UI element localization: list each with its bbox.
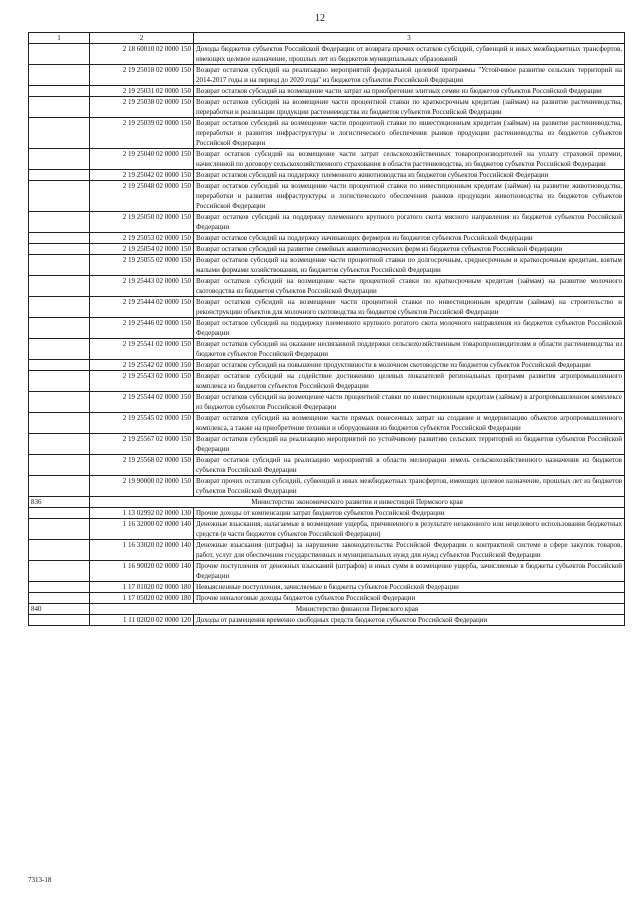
table-row [29, 476, 625, 497]
administrator-cell [29, 170, 90, 181]
description-cell: Возврат прочих остатков субсидий, субвенций и иных межбюджетных трансфертов, имеющих целевое назначение, прошлых лет из бюджетов субъектов Российской Федерации [194, 476, 625, 497]
table-row [29, 233, 625, 244]
page-number: 12 [315, 13, 325, 24]
administrator-row [29, 604, 625, 615]
budget-code-cell: 2 19 25446 02 0000 150 [90, 318, 194, 339]
description-cell: Возврат остатков субсидий на возмещение части процентной ставки по долгосрочным, среднесрочным и краткосрочным кредитам, взятым малыми формами хозяйствования, из бюджетов субъектов Российской Федерации [194, 255, 625, 276]
description-cell: Возврат остатков субсидий на возмещение части процентной ставки по краткосрочным кредитам (займам) на развитие молочного скотоводства из бюджетов субъектов Российской Федерации [194, 276, 625, 297]
table-row [29, 170, 625, 181]
budget-code-cell: 2 19 25568 02 0000 150 [90, 455, 194, 476]
administrator-name: Министерство экономического развития и инвестиций Пермского края [90, 497, 625, 508]
description-cell: Возврат остатков субсидий на реализацию мероприятий федеральной целевой программы "Устойчивое развитие сельских территорий на 2014-2017 годы и на период до 2020 года" из бюджетов субъектов Российской Федерации [194, 65, 625, 86]
administrator-cell [29, 371, 90, 392]
table-row [29, 561, 625, 582]
table-row [29, 434, 625, 455]
table-row [29, 392, 625, 413]
budget-code-cell: 1 13 02992 02 0000 130 [90, 508, 194, 519]
administrator-cell [29, 97, 90, 118]
table-row [29, 318, 625, 339]
budget-code-cell: 2 19 25443 02 0000 150 [90, 276, 194, 297]
budget-code-cell: 2 19 25031 02 0000 150 [90, 86, 194, 97]
table-row [29, 118, 625, 149]
table-row [29, 508, 625, 519]
budget-code-cell: 1 17 01020 02 0000 180 [90, 582, 194, 593]
budget-code-cell: 2 19 25545 02 0000 150 [90, 413, 194, 434]
table-row [29, 413, 625, 434]
budget-code-cell: 2 19 25048 02 0000 150 [90, 181, 194, 212]
table-row [29, 212, 625, 233]
administrator-cell [29, 593, 90, 604]
table-header-row [29, 33, 625, 44]
budget-code-cell: 2 19 25040 02 0000 150 [90, 149, 194, 170]
table-row [29, 65, 625, 86]
administrator-cell [29, 297, 90, 318]
administrator-code: 836 [29, 497, 90, 508]
table-row [29, 97, 625, 118]
header-col-2: 2 [90, 33, 194, 44]
description-cell: Денежные взыскания, налагаемые в возмещение ущерба, причиненного в результате незаконного или нецелевого использования бюджетных средств (в части бюджетов субъектов Российской Федерации) [194, 519, 625, 540]
header-col-1: 1 [29, 33, 90, 44]
table-row [29, 255, 625, 276]
description-cell: Возврат остатков субсидий на возмещение части затрат сельскохозяйственных товаропроизводителей на уплату страховой премии, начисленной по договору сельскохозяйственного страхования в области растениеводства, из бюджетов субъектов Российской Федерации [194, 149, 625, 170]
table-row [29, 540, 625, 561]
budget-code-cell: 2 19 25018 02 0000 150 [90, 65, 194, 86]
budget-code-cell: 2 19 25543 02 0000 150 [90, 371, 194, 392]
administrator-cell [29, 276, 90, 297]
budget-code-cell: 2 19 25541 02 0000 150 [90, 339, 194, 360]
description-cell: Возврат остатков субсидий на развитие семейных животноводческих ферм из бюджетов субъектов Российской Федерации [194, 244, 625, 255]
budget-code-cell: 2 19 25050 02 0000 150 [90, 212, 194, 233]
table-row [29, 244, 625, 255]
budget-code-cell: 1 16 32000 02 0000 140 [90, 519, 194, 540]
table-row [29, 582, 625, 593]
table-row [29, 86, 625, 97]
budget-code-cell: 2 19 25053 02 0000 150 [90, 233, 194, 244]
budget-code-cell: 2 19 25444 02 0000 150 [90, 297, 194, 318]
administrator-cell [29, 476, 90, 497]
description-cell: Прочие неналоговые доходы бюджетов субъектов Российской Федерации [194, 593, 625, 604]
administrator-cell [29, 519, 90, 540]
administrator-cell [29, 455, 90, 476]
description-cell: Возврат остатков субсидий на возмещение части прямых понесенных затрат на создание и модернизацию объектов агропромышленного комплекса, а также на приобретение техники и оборудования из бюджетов субъектов Российской Федерации [194, 413, 625, 434]
administrator-cell [29, 413, 90, 434]
administrator-name: Министерство финансов Пермского края [90, 604, 625, 615]
description-cell: Возврат остатков субсидий на повышение продуктивности в молочном скотоводстве из бюджетов субъектов Российской Федерации [194, 360, 625, 371]
administrator-cell [29, 44, 90, 65]
administrator-cell [29, 244, 90, 255]
header-col-3: 3 [194, 33, 625, 44]
administrator-cell [29, 360, 90, 371]
administrator-cell [29, 392, 90, 413]
administrator-cell [29, 508, 90, 519]
administrator-cell [29, 582, 90, 593]
budget-code-cell: 1 16 90020 02 0000 140 [90, 561, 194, 582]
description-cell: Невыясненные поступления, зачисляемые в бюджеты субъектов Российской Федерации [194, 582, 625, 593]
budget-code-cell: 1 16 33020 02 0000 140 [90, 540, 194, 561]
budget-code-cell: 2 19 25542 02 0000 150 [90, 360, 194, 371]
table-row [29, 297, 625, 318]
description-cell: Возврат остатков субсидий на возмещение части процентной ставки по инвестиционным кредитам (займам) на развитие растениеводства, переработки и развития инфраструктуры и логистического обеспечения рынков продукции растениеводства из бюджетов субъектов Российской Федерации [194, 118, 625, 149]
table-row [29, 593, 625, 604]
table-row [29, 339, 625, 360]
table-row [29, 455, 625, 476]
administrator-cell [29, 540, 90, 561]
administrator-cell [29, 339, 90, 360]
description-cell: Прочие поступления от денежных взысканий (штрафов) и иных сумм в возмещение ущерба, зачисляемые в бюджеты субъектов Российской Федерации [194, 561, 625, 582]
administrator-cell [29, 434, 90, 455]
description-cell: Возврат остатков субсидий на поддержку племенного животноводства из бюджетов субъектов Российской Федерации [194, 170, 625, 181]
description-cell: Возврат остатков субсидий на возмещение части процентной ставки по инвестиционным кредитам (займам) в агропромышленном комплексе из бюджетов субъектов Российской Федерации [194, 392, 625, 413]
administrator-cell [29, 615, 90, 626]
budget-code-cell: 2 19 25055 02 0000 150 [90, 255, 194, 276]
budget-code-cell: 2 18 60010 02 0000 150 [90, 44, 194, 65]
table-row [29, 44, 625, 65]
description-cell: Возврат остатков субсидий на возмещение части процентной ставки по инвестиционным кредитам (займам) на развитие животноводства, переработки и развития инфраструктуры и логистического обеспечения рынков продукции животноводства из бюджетов субъектов Российской Федерации [194, 181, 625, 212]
budget-code-cell: 2 19 90000 02 0000 150 [90, 476, 194, 497]
budget-code-cell: 2 19 25038 02 0000 150 [90, 97, 194, 118]
budget-code-cell: 2 19 25544 02 0000 150 [90, 392, 194, 413]
administrator-code: 840 [29, 604, 90, 615]
description-cell: Возврат остатков субсидий на реализацию мероприятий по устойчивому развитию сельских территорий из бюджетов субъектов Российской Федерации [194, 434, 625, 455]
administrator-cell [29, 212, 90, 233]
footer-mark: 7313-18 [28, 876, 52, 884]
description-cell: Денежные взыскания (штрафы) за нарушение законодательства Российской Федерации о контрактной системе в сфере закупок товаров, работ, услуг для обеспечения государственных и муниципальных нужд для нужд субъектов Российской Федерации [194, 540, 625, 561]
description-cell: Прочие доходы от компенсации затрат бюджетов субъектов Российской Федерации [194, 508, 625, 519]
budget-code-cell: 2 19 25054 02 0000 150 [90, 244, 194, 255]
administrator-cell [29, 118, 90, 149]
description-cell: Доходы бюджетов субъектов Российской Федерации от возврата прочих остатков субсидий, субвенций и иных межбюджетных трансфертов, имеющих целевое назначение, прошлых лет из бюджетов муниципальных образований [194, 44, 625, 65]
description-cell: Возврат остатков субсидий на оказание несвязанной поддержки сельскохозяйственным товаропроизводителям в области растениеводства из бюджетов субъектов Российской Федерации [194, 339, 625, 360]
table-row [29, 181, 625, 212]
table-body [29, 33, 625, 626]
description-cell: Доходы от размещения временно свободных средств бюджетов субъектов Российской Федерации [194, 615, 625, 626]
description-cell: Возврат остатков субсидий на возмещение части затрат на приобретение элитных семян из бюджетов субъектов Российской Федерации [194, 86, 625, 97]
description-cell: Возврат остатков субсидий на содействие достижению целевых показателей региональных программ развития агропромышленного комплекса из бюджетов субъектов Российской Федерации [194, 371, 625, 392]
description-cell: Возврат остатков субсидий на поддержку племенного крупного рогатого скота мясного направления из бюджетов субъектов Российской Федерации [194, 212, 625, 233]
administrator-cell [29, 149, 90, 170]
administrator-cell [29, 181, 90, 212]
table-row [29, 149, 625, 170]
description-cell: Возврат остатков субсидий на возмещение части процентной ставки по краткосрочным кредитам (займам) на развитие растениеводства, переработки и реализации продукции растениеводства из бюджетов субъектов Российской Федерации [194, 97, 625, 118]
table-row [29, 360, 625, 371]
description-cell: Возврат остатков субсидий на возмещение части процентной ставки по инвестиционным кредитам (займам) на строительство и реконструкцию объектов для молочного скотоводства из бюджетов субъектов Российской Федерации [194, 297, 625, 318]
description-cell: Возврат остатков субсидий на поддержку племенного крупного рогатого скота молочного направления из бюджетов субъектов Российской Федерации [194, 318, 625, 339]
table-row [29, 615, 625, 626]
table-row [29, 519, 625, 540]
budget-code-cell: 1 17 05020 02 0000 180 [90, 593, 194, 604]
table-row [29, 276, 625, 297]
table-row [29, 371, 625, 392]
budget-code-cell: 2 19 25039 02 0000 150 [90, 118, 194, 149]
budget-code-cell: 2 19 25042 02 0000 150 [90, 170, 194, 181]
administrator-cell [29, 255, 90, 276]
budget-code-cell: 2 19 25567 02 0000 150 [90, 434, 194, 455]
budget-classification-table [28, 32, 625, 626]
description-cell: Возврат остатков субсидий на реализацию мероприятий в области мелиорации земель сельскохозяйственного назначения из бюджетов субъектов Российской Федерации [194, 455, 625, 476]
administrator-cell [29, 318, 90, 339]
description-cell: Возврат остатков субсидий на поддержку начинающих фермеров из бюджетов субъектов Российской Федерации [194, 233, 625, 244]
administrator-cell [29, 86, 90, 97]
administrator-cell [29, 561, 90, 582]
administrator-cell [29, 233, 90, 244]
administrator-row [29, 497, 625, 508]
budget-code-cell: 1 11 02020 02 0000 120 [90, 615, 194, 626]
administrator-cell [29, 65, 90, 86]
